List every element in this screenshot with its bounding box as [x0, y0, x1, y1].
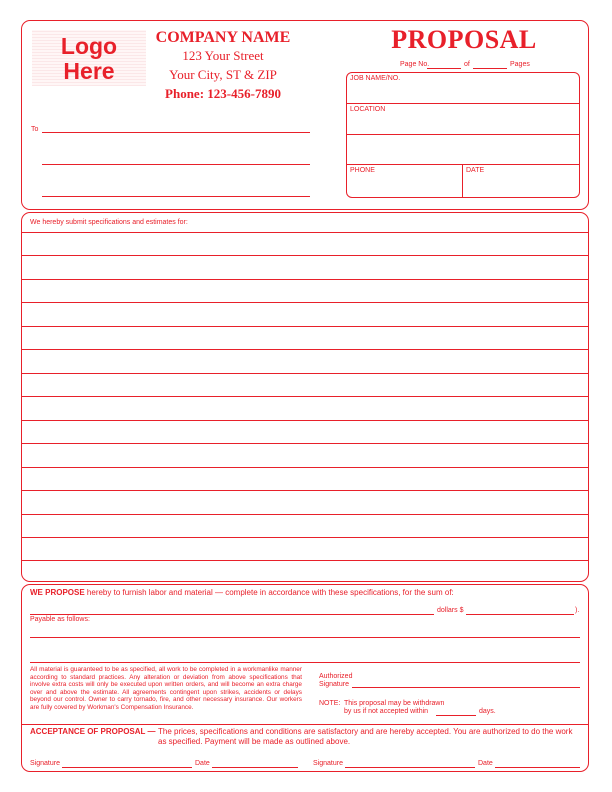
authorized-signature-field[interactable] [352, 687, 580, 688]
acceptance-text-1: The prices, specifications and conditions are satisfactory and are hereby accepted. You are authorized to do the work [158, 727, 573, 736]
location-label: LOCATION [350, 106, 386, 113]
company-street: 123 Your Street [182, 48, 264, 63]
logo-placeholder [32, 30, 146, 86]
acceptance-date-label-1: Date [195, 760, 210, 767]
page-no-field[interactable] [427, 68, 461, 69]
spec-line[interactable] [22, 302, 588, 303]
payable-line-1[interactable] [30, 637, 580, 638]
acceptance-signature-field-1[interactable] [62, 767, 192, 768]
to-label: To [31, 126, 39, 133]
spec-line[interactable] [22, 255, 588, 256]
proposal-title: PROPOSAL [391, 25, 537, 54]
to-line-2[interactable] [42, 164, 310, 165]
specs-heading: We hereby submit specifications and estimates for: [30, 219, 188, 226]
location-field[interactable] [350, 115, 576, 132]
acceptance-title: ACCEPTANCE OF PROPOSAL — [30, 727, 156, 736]
spec-line[interactable] [22, 232, 588, 233]
spec-line[interactable] [22, 349, 588, 350]
date-field[interactable] [466, 176, 576, 196]
to-line-3[interactable] [42, 196, 310, 197]
acceptance-signature-label-2: Signature [313, 760, 343, 767]
logo-text-line2: Here [63, 58, 115, 84]
company-name: COMPANY NAME [155, 29, 291, 46]
job-divider-2 [346, 134, 580, 135]
of-label: of [464, 61, 470, 68]
spec-line[interactable] [22, 279, 588, 280]
dollars-label: dollars $ [437, 607, 464, 614]
phone-field[interactable] [350, 176, 458, 196]
payable-line-2[interactable] [30, 662, 580, 663]
note-line2: by us if not accepted within [344, 708, 429, 715]
authorized-signature-label: Signature [319, 681, 349, 688]
page-total-field[interactable] [473, 68, 507, 69]
acceptance-text-2: as specified. Payment will be made as outlined above. [158, 737, 351, 746]
spec-line[interactable] [22, 514, 588, 515]
job-name-field[interactable] [350, 84, 576, 101]
guarantee-text: All material is guaranteed to be as specified, all work to be completed in a workmanlike manner according to standard practices. Any alteration or deviation from above specifications that involve extra costs will only be executed upon written orders, and will become an extra charge over and above the estimate. All agreements contingent upon strikes, accidents or delays beyond our control. Owner to carry tornado, fire, and other necessary insurance. Our workers are fully covered by Workman's Compensation Insurance. [30, 666, 302, 711]
job-divider-3 [346, 164, 580, 165]
acceptance-date-field-2[interactable] [495, 767, 580, 768]
note-label: NOTE: [319, 700, 341, 707]
company-city: Your City, ST & ZIP [169, 67, 277, 82]
note-line1: This proposal may be withdrawn [344, 700, 445, 707]
acceptance-signature-field-2[interactable] [345, 767, 475, 768]
spec-line[interactable] [22, 373, 588, 374]
spec-line[interactable] [22, 537, 588, 538]
we-propose-sentence: hereby to furnish labor and material — complete in accordance with these specifications, for the sum of: [86, 588, 454, 597]
date-label: DATE [466, 167, 485, 174]
spec-line[interactable] [22, 420, 588, 421]
logo-text-line1: Logo [60, 33, 118, 59]
spec-line[interactable] [22, 490, 588, 491]
page-no-label: Page No. [400, 61, 430, 68]
company-phone: Phone: 123-456-7890 [165, 86, 281, 101]
job-divider-vertical [462, 164, 463, 198]
spec-line[interactable] [22, 560, 588, 561]
acceptance-date-label-2: Date [478, 760, 493, 767]
acceptance-date-field-1[interactable] [212, 767, 298, 768]
authorized-label: Authorized [319, 673, 353, 680]
to-line-1[interactable] [42, 132, 310, 133]
spec-line[interactable] [22, 467, 588, 468]
acceptance-divider [21, 724, 589, 725]
days-field[interactable] [436, 715, 476, 716]
job-name-label: JOB NAME/NO. [350, 75, 401, 82]
phone-label: PHONE [350, 167, 375, 174]
sum-words-field[interactable] [30, 614, 434, 615]
close-paren: ). [575, 607, 580, 614]
spec-line[interactable] [22, 396, 588, 397]
payable-label: Payable as follows: [30, 616, 90, 623]
company-block [148, 28, 298, 103]
acceptance-signature-label-1: Signature [30, 760, 60, 767]
spec-line[interactable] [22, 443, 588, 444]
spec-line[interactable] [22, 326, 588, 327]
we-propose-bold: WE PROPOSE [30, 588, 85, 597]
specifications-box [21, 212, 589, 582]
dollar-amount-field[interactable] [466, 614, 574, 615]
pages-label: Pages [510, 61, 530, 68]
days-label: days. [479, 708, 496, 715]
we-propose-text [30, 588, 454, 597]
job-divider-1 [346, 103, 580, 104]
